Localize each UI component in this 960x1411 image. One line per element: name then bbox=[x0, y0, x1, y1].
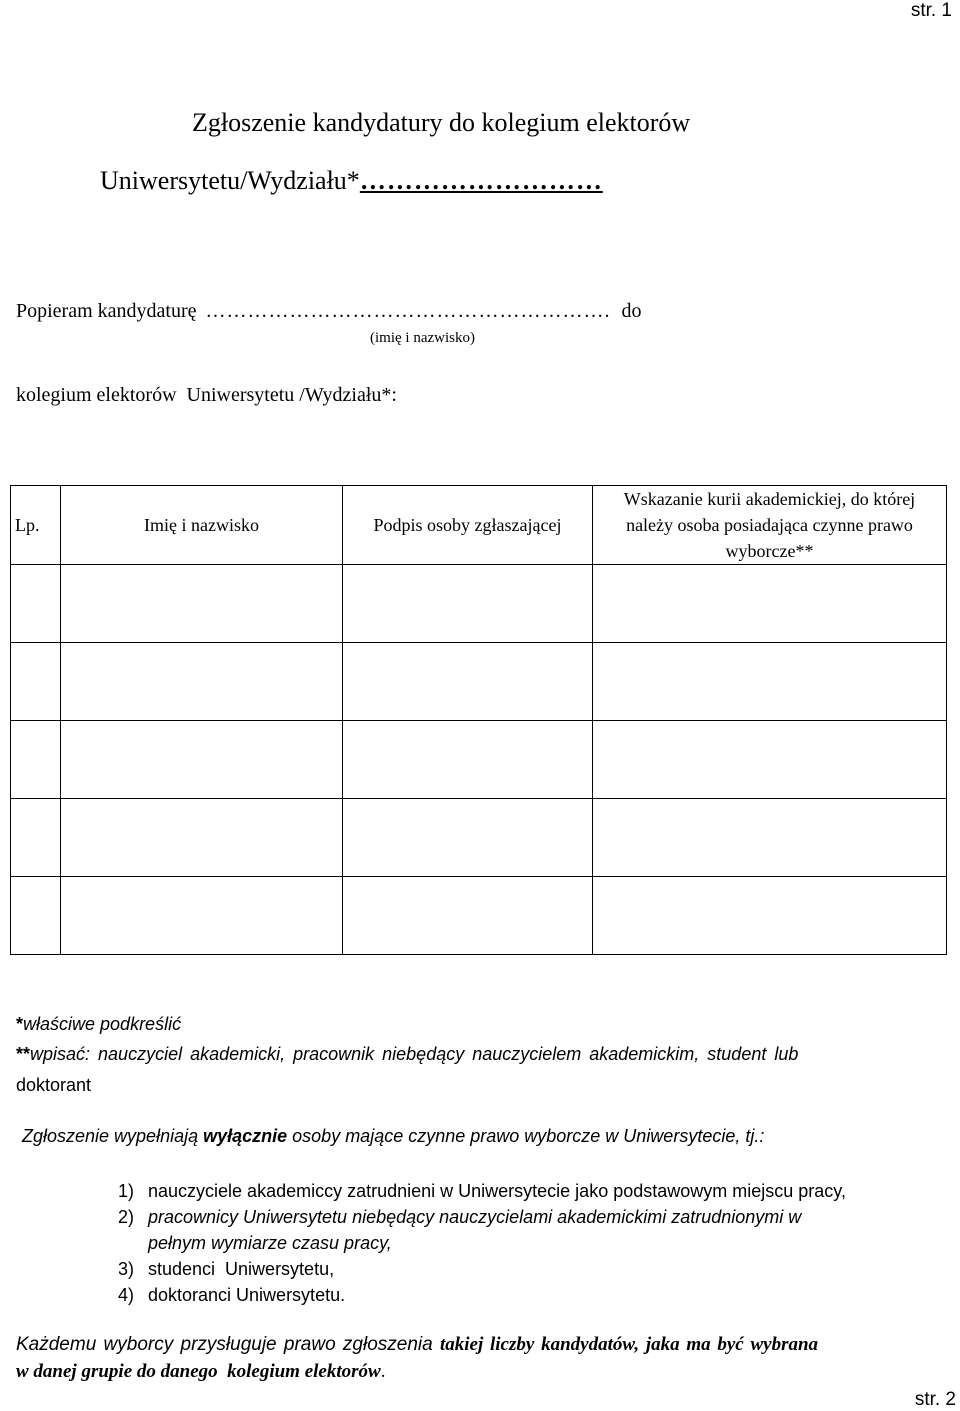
cell-name[interactable] bbox=[61, 877, 343, 955]
support-suffix: do bbox=[621, 300, 642, 322]
criteria-list bbox=[118, 1178, 846, 1308]
eligibility-start: Zgłoszenie wypełniają bbox=[22, 1126, 204, 1146]
page-number-bottom: str. 2 bbox=[914, 1389, 956, 1410]
cell-name[interactable] bbox=[61, 799, 343, 877]
criterion-item bbox=[118, 1178, 846, 1204]
header-lp: Lp. bbox=[11, 486, 61, 565]
criterion-item bbox=[118, 1282, 846, 1308]
criterion-item bbox=[118, 1230, 846, 1256]
criterion-text: pracownicy Uniwersytetu niebędący nauczycielami akademickimi zatrudnionymi w bbox=[148, 1207, 802, 1227]
eligibility-end: osoby mające czynne prawo wyborcze w Uniwersytecie, tj.: bbox=[287, 1126, 765, 1146]
criterion-number: 1) bbox=[118, 1181, 135, 1201]
cell-lp[interactable] bbox=[11, 643, 61, 721]
criterion-number: 3) bbox=[118, 1259, 135, 1279]
cell-signature[interactable] bbox=[343, 799, 593, 877]
criterion-text: studenci Uniwersytetu, bbox=[148, 1259, 335, 1279]
cell-name[interactable] bbox=[61, 643, 343, 721]
final-note-bold: takiej liczby kandydatów, jaka ma być wybrana bbox=[439, 1334, 819, 1355]
eligibility-bold: wyłącznie bbox=[203, 1126, 288, 1146]
cell-lp[interactable] bbox=[11, 721, 61, 799]
final-note-bold2: w danej grupie do danego kolegium elektorów bbox=[16, 1361, 381, 1382]
criterion-item bbox=[118, 1204, 846, 1230]
final-note-text: Każdemu wyborcy przysługuje prawo zgłoszenia bbox=[16, 1334, 440, 1355]
cell-lp[interactable] bbox=[11, 877, 61, 955]
criterion-number: 4) bbox=[118, 1285, 135, 1305]
criterion-text: nauczyciele akademiccy zatrudnieni w Uniwersytecie jako podstawowym miejscu pracy, bbox=[148, 1181, 846, 1201]
table-row bbox=[11, 799, 947, 877]
cell-name[interactable] bbox=[61, 565, 343, 643]
cell-lp[interactable] bbox=[11, 799, 61, 877]
subtitle-text: Uniwersytetu/Wydziału* bbox=[100, 166, 360, 195]
cell-curia[interactable] bbox=[593, 721, 947, 799]
eligibility-intro bbox=[22, 1126, 764, 1147]
footnote-mark: ** bbox=[16, 1044, 31, 1064]
footnote-text: wpisać: nauczyciel akademicki, pracownik niebędący nauczycielem akademickim, student lub bbox=[30, 1044, 799, 1064]
footnote-mark: * bbox=[16, 1014, 24, 1034]
cell-signature[interactable] bbox=[343, 565, 593, 643]
name-hint: (imię i nazwisko) bbox=[370, 330, 475, 346]
support-prefix: Popieram kandydaturę bbox=[16, 300, 197, 322]
table-row bbox=[11, 565, 947, 643]
cell-lp[interactable] bbox=[11, 565, 61, 643]
footnote-underline bbox=[16, 1014, 181, 1035]
support-line bbox=[16, 300, 642, 323]
form-subtitle bbox=[100, 166, 603, 196]
cell-name[interactable] bbox=[61, 721, 343, 799]
criterion-number: 2) bbox=[118, 1207, 135, 1227]
final-period: . bbox=[380, 1361, 386, 1382]
footnote-text: właściwe podkreślić bbox=[23, 1014, 182, 1034]
final-note-line2 bbox=[16, 1361, 385, 1383]
table-header-row bbox=[11, 486, 947, 565]
cell-signature[interactable] bbox=[343, 643, 593, 721]
cell-signature[interactable] bbox=[343, 877, 593, 955]
header-name: Imię i nazwisko bbox=[61, 486, 343, 565]
college-line: kolegium elektorów Uniwersytetu /Wydziału*: bbox=[16, 384, 397, 406]
criterion-text: pełnym wymiarze czasu pracy, bbox=[148, 1233, 392, 1253]
table-row bbox=[11, 721, 947, 799]
page-number-top: str. 1 bbox=[910, 0, 952, 21]
cell-signature[interactable] bbox=[343, 721, 593, 799]
signature-table bbox=[10, 485, 947, 955]
form-title: Zgłoszenie kandydatury do kolegium elektorów bbox=[192, 108, 691, 137]
cell-curia[interactable] bbox=[593, 643, 947, 721]
table-row bbox=[11, 643, 947, 721]
criterion-text: doktoranci Uniwersytetu. bbox=[148, 1285, 346, 1305]
subtitle-dots: ……………………… bbox=[359, 166, 603, 195]
header-signature: Podpis osoby zgłaszającej bbox=[343, 486, 593, 565]
footnote-category bbox=[16, 1044, 960, 1065]
cell-curia[interactable] bbox=[593, 877, 947, 955]
cell-curia[interactable] bbox=[593, 565, 947, 643]
cell-curia[interactable] bbox=[593, 799, 947, 877]
header-curia: Wskazanie kurii akademickiej, do której należy osoba posiadająca czynne prawo wyborcze** bbox=[593, 486, 947, 565]
criterion-item bbox=[118, 1256, 846, 1282]
footnote-category-cont: doktorant bbox=[16, 1075, 92, 1095]
final-note-line1 bbox=[16, 1334, 818, 1356]
candidate-name-field[interactable]: …………………………………………………. bbox=[205, 300, 611, 322]
table-row bbox=[11, 877, 947, 955]
